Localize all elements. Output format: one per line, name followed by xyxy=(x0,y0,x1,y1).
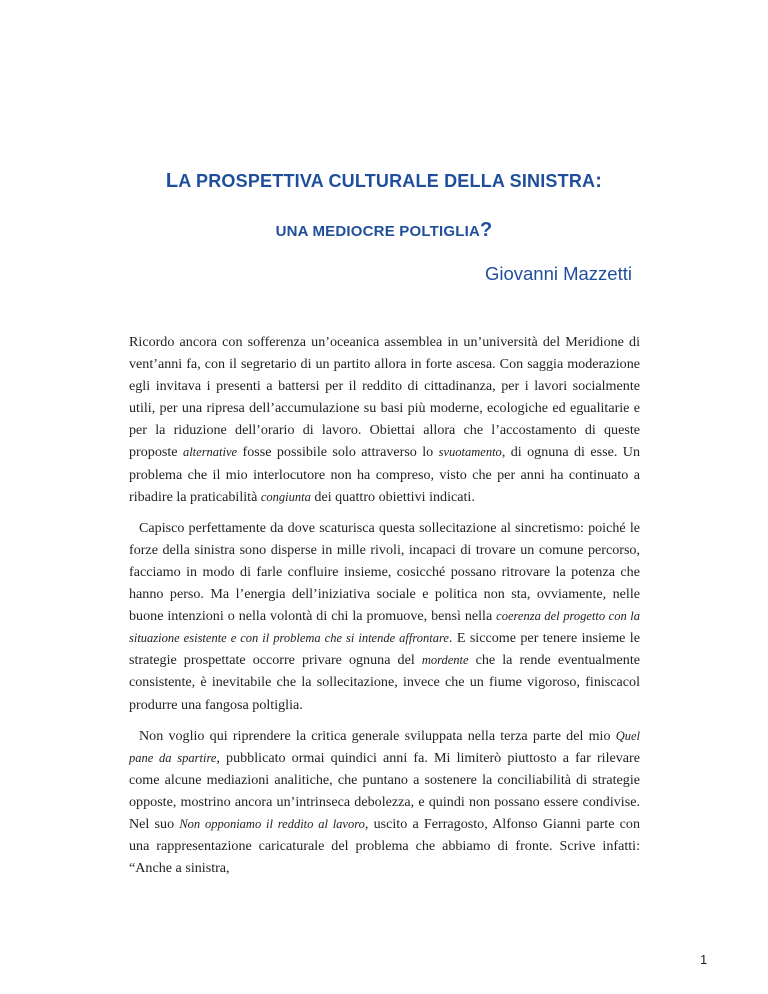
paragraph-1 xyxy=(129,331,640,508)
subtitle-text: UNA MEDIOCRE POLTIGLIA xyxy=(275,223,480,240)
paragraph-2 xyxy=(129,517,640,716)
italic-segment: svuotamento xyxy=(438,445,502,460)
italic-segment: coerenza del progetto con la situazione esistente e con il problema che si intende affrontare xyxy=(129,609,640,646)
subtitle-question-mark: ? xyxy=(479,219,493,241)
italic-segment: Quel pane da spartire xyxy=(129,728,640,765)
title-line-1: A PROSPETTIVA CULTURALE DELLA SINISTRA xyxy=(178,171,596,191)
text-segment: Capisco perfettamente da dove scaturisca questa sollecitazione al sincretismo: poiché le forze della sinistra sono disperse in mille rivoli, incapaci di trovare un comune percorso, facciamo in modo di farle confluire insieme, cosicché possano ritrovare la potenza che hanno perso. Ma l’energia dell’iniziativa sociale e politica non sta, ovviamente, nelle buone intenzioni o nella volontà di chi la promuove, bensì nella xyxy=(129,519,640,625)
text-segment: dei quattro obiettivi indicati. xyxy=(310,488,475,505)
author-name: Giovanni Mazzetti xyxy=(484,263,632,284)
page-number: 1 xyxy=(700,952,708,967)
italic-segment: mordente xyxy=(421,653,469,668)
document-subtitle xyxy=(0,219,768,242)
paragraph-3 xyxy=(129,725,640,880)
text-segment: Ricordo ancora con sofferenza un’oceanica assemblea in un’università del Meridione di vent’anni fa, con il segretario di un partito allora in forte ascesa. Con saggia moderazione egli invitava i presenti a battersi per il reddito di cittadinanza, per i lavori socialmente utili, per una ripresa dell’accumulazione su basi più moderne, ecologiche ed egualitarie e per la riduzione dell’orario di lavoro. Obiettai allora che l’accostamento di queste proposte xyxy=(129,334,640,461)
text-segment: che la rende eventualmente consistente, è inevitabile che la sollecitazione, invece che un fiume vigoroso, finiscacol produrre una fangosa poltiglia. xyxy=(129,652,641,713)
title-colon: : xyxy=(595,170,603,192)
text-segment: , uscito a Ferragosto, Alfonso Gianni parte con una rappresentazione caricaturale del problema che abbiamo di fronte. Scrive infatti: “Anche a sinistra, xyxy=(129,815,641,877)
text-segment: Non voglio qui riprendere la critica generale sviluppata nella terza parte del mio xyxy=(139,727,616,744)
italic-segment: Non opponiamo il reddito al lavoro xyxy=(179,816,365,831)
body-text xyxy=(129,331,640,888)
italic-segment: congiunta xyxy=(260,489,311,504)
text-segment: , pubblicato ormai quindici anni fa. Mi limiterò piuttosto a far rilevare come alcune mediazioni analitiche, che puntano a sostenere la conciliabilità di strategie opposte, mostrino ancora un’intrinseca debolezza, e quindi non possano essere condivise. Nel suo xyxy=(129,749,640,832)
text-segment: . E siccome per tenere insieme le strategie prospettate occorre privare ognuna del xyxy=(129,630,640,669)
document-title xyxy=(0,170,768,193)
title-initial: L xyxy=(165,170,179,192)
italic-segment: alternative xyxy=(182,445,238,460)
text-segment: , di ognuna di esse. Un problema che il mio interlocutore non ha compreso, visto che per anni ha continuato a ribadire la praticabilità xyxy=(129,444,640,505)
text-segment: fosse possibile solo attraverso lo xyxy=(237,444,439,461)
